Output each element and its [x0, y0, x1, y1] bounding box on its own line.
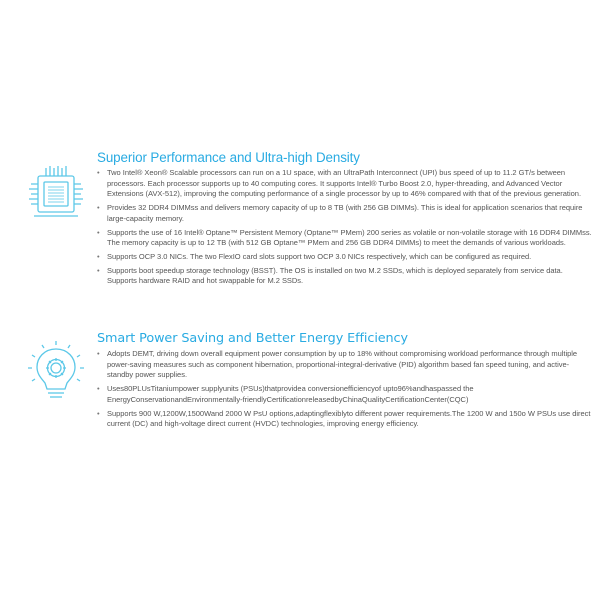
list-item: • Supports 900 W,1200W,1500Wand 2000 W PsU options,adaptingflexiblyto different power requirements.The 1200 W and 150o W PSUs use direct current (DC) and high-voltage direct current (HVDC) technologies, improving energy efficiency. [97, 409, 592, 430]
feature-list [97, 349, 592, 430]
section-heading: Smart Power Saving and Better Energy Efficiency [97, 331, 408, 346]
feature-list [97, 168, 592, 287]
list-item: • Provides 32 DDR4 DIMMss and delivers memory capacity of up to 8 TB (with 256 GB DIMMs). This is ideal for application scenarios that require large-capacity memory. [97, 203, 592, 224]
list-item: • Adopts DEMT, driving down overall equipment power consumption by up to 18% without compromising workload performance through multiple power-saving measures such as component hibernation, proportional-integral-derivative (PID) algorithm based fan speed tuning, and active-standby power supplies. [97, 349, 592, 381]
list-item: • Uses80PLUsTitaniumpower supplyunits (PSUs)thatprovidea conversionefficiencyof upto96%andhaspassed the EnergyConservationandEnvironmentally-friendlyCertificationreleasedbyChinaQualityCertificationCenter(CQC) [97, 384, 592, 405]
energy-content [97, 331, 592, 433]
lightbulb-gear-icon [28, 339, 84, 405]
performance-content [97, 150, 592, 290]
list-item: • Two Intel® Xeon® Scalable processors can run on a 1U space, with an UltraPath Interconnect (UPI) bus speed of up to 11.2 GT/s between processors. Each processor supports up to 40 computing cores. It supports Intel® Turbo Boost 2.0, hyper-threading, and Advanced Vector Extensions (AVX-512), improving the computing performance of a single processor by up to 46% compared with that of the previous generation. [97, 168, 592, 200]
list-item: • Supports boot speedup storage technology (BSST). The OS is installed on two M.2 SSDs, which is deployed separately from service data. Supports hardware RAID and hot swappable for M.2 SSDs. [97, 266, 592, 287]
list-item: • Supports OCP 3.0 NICs. The two FlexIO card slots support two OCP 3.0 NICs respectively, which can be configured as required. [97, 252, 592, 263]
list-item: • Supports the use of 16 Intel® Optane™ Persistent Memory (Optane™ PMem) 200 series as volatile or non-volatile storage with 16 DDR4 DIMMss. The memory capacity is up to 12 TB (with 512 GB Optane™ PMem and 256 GB DDR4 DIMMs) to meet the demands of various workloads. [97, 228, 592, 249]
section-heading: Superior Performance and Ultra-high Density [97, 150, 360, 165]
cpu-chip-icon [28, 162, 84, 224]
